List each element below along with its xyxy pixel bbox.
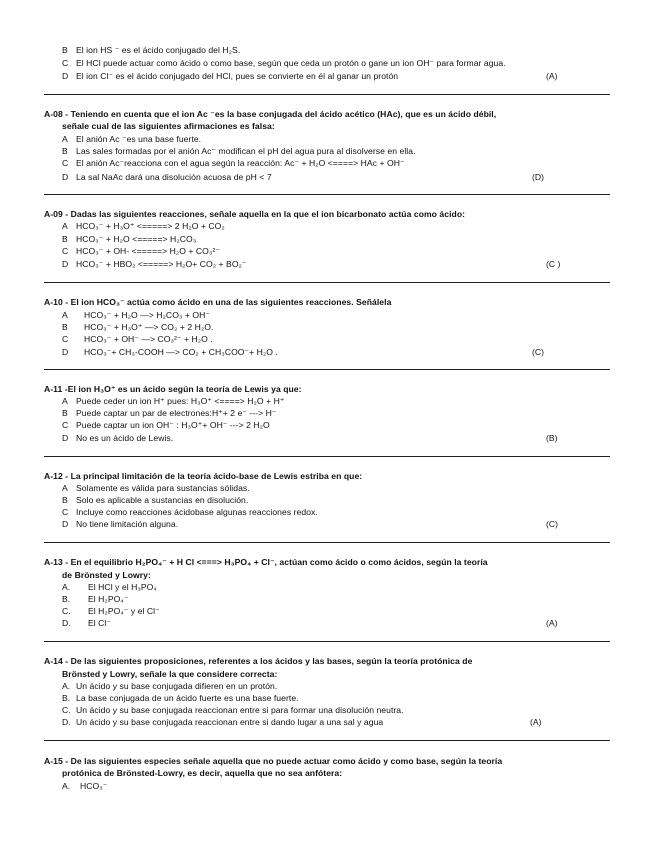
option-line [62,396,284,407]
option-text: HCO₃⁻ + OH- <=====> H₂O + CO₃²⁻ [76,246,220,256]
option-line [62,310,210,321]
option-text: La base conjugada de un ácido fuerte es una base fuerte. [76,693,299,703]
option-letter: B [62,45,68,55]
option-line [62,259,247,270]
option-text: Un ácido y su base conjugada reaccionan entre si para formar una disolución neutra. [76,705,404,715]
option-line [62,146,416,157]
option-letter: C. [62,606,71,616]
option-letter: A [62,310,68,320]
option-line [62,582,157,593]
option-text: El Cl⁻ [88,618,111,628]
option-text: El anión Ac ⁻es una base fuerte. [76,134,202,144]
option-line [62,347,278,358]
divider [44,282,610,283]
option-line [62,334,213,345]
question-stem: A-08 - Teniendo en cuenta que el ion Ac ⁻es la base conjugada del ácido acético (HAc), que es un ácido débil, [44,109,497,119]
option-line [62,172,272,183]
question-stem: A-12 - La principal limitación de la teoría ácido-base de Lewis estriba en que: [44,471,363,481]
option-text: No es un ácido de Lewis. [76,433,174,443]
option-text: Solamente es válida para sustancias sólidas. [76,483,250,493]
question-stem: A-11 -El ion H₃O⁺ es un ácido según la teoría de Lewis ya que: [44,384,302,394]
answer-label: (A) [546,618,558,628]
option-line [62,618,111,629]
option-line [62,134,201,145]
option-text: HCO₃⁻ + H₂O —> H₂CO₃ + OH⁻ [84,310,210,320]
option-letter: A [62,483,68,493]
question-stem: Brönsted y Lowry, señale la que considere correcta: [62,669,278,679]
divider [44,369,610,370]
option-letter: D. [62,618,71,628]
option-line [62,71,398,82]
option-text: HCO₃⁻ + HBO₂ <=====> H₂O+ CO₂ + BO₂⁻ [76,259,247,269]
answer-label: (A) [530,717,542,727]
option-text: Puede ceder un ion H⁺ pues: H₃O⁺ <====> H₂O + H⁺ [76,396,285,406]
option-line [62,158,405,169]
option-text: HCO₃⁻ + OH⁻ —> CO₃²⁻ + H₂O . [84,334,213,344]
option-line [62,693,299,704]
option-line [62,495,248,506]
option-text: El HCl puede actuar como ácido o como base, según que ceda un protón o gane un ion OH⁻ para formar agua. [76,58,506,68]
option-letter: B [62,408,68,418]
option-letter: C [62,246,69,256]
answer-label: (C) [546,519,558,529]
option-text: Un ácido y su base conjugada difieren en un protón. [76,681,278,691]
divider [44,542,610,543]
option-letter: B [62,234,68,244]
question-stem: señale cual de las siguientes afirmaciones es falsa: [62,121,275,131]
answer-label: (D) [532,172,544,182]
option-letter: D [62,172,69,182]
option-line [62,681,277,692]
option-text: Un ácido y su base conjugada reaccionan entre si dando lugar a una sal y agua [76,717,384,727]
option-letter: C [62,334,69,344]
question-stem: de Brönsted y Lowry: [62,570,151,580]
option-letter: A. [62,582,71,592]
question-stem: protónica de Brönsted-Lowry, es decir, aquella que no sea anfótera: [62,768,343,778]
option-letter: A [62,221,68,231]
option-text: El H₂PO₄⁻ y el Cl⁻ [88,606,160,616]
question-stem: A-09 - Dadas las siguientes reacciones, señale aquella en la que el ion bicarbonato actúa como ácido: [44,209,466,219]
option-letter: B. [62,594,71,604]
option-line [62,408,277,419]
option-letter: A [62,396,68,406]
option-line [62,705,404,716]
divider [44,194,610,195]
option-letter: D [62,433,69,443]
option-text: HCO₃⁻ + H₂O <=====> H₂CO₃ [76,234,197,244]
answer-label: (B) [546,433,558,443]
option-text: Solo es aplicable a sustancias en disolución. [76,495,249,505]
option-text: Incluye como reacciones ácidobase algunas reacciones redox. [76,507,318,517]
option-text: Puede captar un ion OH⁻ : H₃O⁺+ OH⁻ ---> 2 H₂O [76,420,270,430]
answer-label: (C) [532,347,544,357]
option-text: HCO₃⁻ + H₃O⁺ <=====> 2 H₂O + CO₂ [76,221,225,231]
divider [44,94,610,95]
option-line [62,234,196,245]
option-line [62,483,250,494]
option-line [62,45,240,56]
option-text: El ion HS ⁻ es el ácido conjugado del H₂S. [76,45,241,55]
question-stem: A-10 - El ion HCO₃⁻ actúa como ácido en una de las siguientes reacciones. Señálela [44,297,392,307]
option-line [62,717,383,728]
option-text: No tiene limitación alguna. [76,519,179,529]
option-line [62,519,178,530]
option-letter: C. [62,705,71,715]
option-letter: B [62,146,68,156]
answer-label: (C ) [546,259,561,269]
option-text: La sal NaAc dará una disolución acuosa de pH < 7 [76,172,272,182]
option-letter: B [62,495,68,505]
option-text: El anión Ac⁻reacciona con el agua según la reacción: Ac⁻ + H₂O <====> HAc + OH⁻ [76,158,405,168]
option-text: HCO₃⁻ [80,781,108,791]
option-line [62,433,173,444]
option-letter: C [62,158,69,168]
option-line [62,420,270,431]
option-line [62,594,128,605]
option-letter: D [62,519,69,529]
option-text: Puede captar un par de electrones:H⁺+ 2 e⁻ ---> H⁻ [76,408,277,418]
option-line [62,606,160,617]
option-line [62,246,220,257]
option-text: El H₂PO₄⁻ [88,594,129,604]
divider [44,641,610,642]
question-stem: A-15 - De las siguientes especies señale aquella que no puede actuar como ácido y como base, según la teoría [44,756,503,766]
option-letter: D [62,259,69,269]
option-line [62,322,213,333]
option-letter: A [62,134,68,144]
option-letter: C [62,420,69,430]
option-line [62,221,225,232]
option-letter: B [62,322,68,332]
divider [44,740,610,741]
option-line [62,507,318,518]
option-text: El ion Cl⁻ es el ácido conjugado del HCl, pues se convierte en él al ganar un protón [76,71,399,81]
option-letter: D [62,347,69,357]
option-letter: D [62,71,69,81]
option-line [62,58,506,69]
option-letter: D. [62,717,71,727]
question-stem: A-13 - En el equilibrio H₂PO₄⁻ + H Cl <===> H₃PO₄ + Cl⁻, actúan como ácido o como ácidos, según la teoría [44,557,488,567]
option-line [62,781,107,792]
option-letter: C [62,507,69,517]
option-text: Las sales formadas por el anión Ac⁻ modifican el pH del agua pura al disolverse en ella. [76,146,416,156]
answer-label: (A) [546,71,558,81]
option-text: El HCl y el H₃PO₄ [88,582,157,592]
divider [44,456,610,457]
option-letter: A. [62,781,71,791]
option-text: HCO₃⁻ + H₃O⁺ —> CO₂ + 2 H₂O. [84,322,214,332]
option-text: HCO₃⁻+ CH₃-COOH —> CO₂ + CH₃COO⁻+ H₂O . [84,347,278,357]
question-stem: A-14 - De las siguientes proposiciones, referentes a los ácidos y las bases, según la teoría protónica de [44,656,473,666]
option-letter: A. [62,681,71,691]
option-letter: C [62,58,69,68]
option-letter: B. [62,693,71,703]
